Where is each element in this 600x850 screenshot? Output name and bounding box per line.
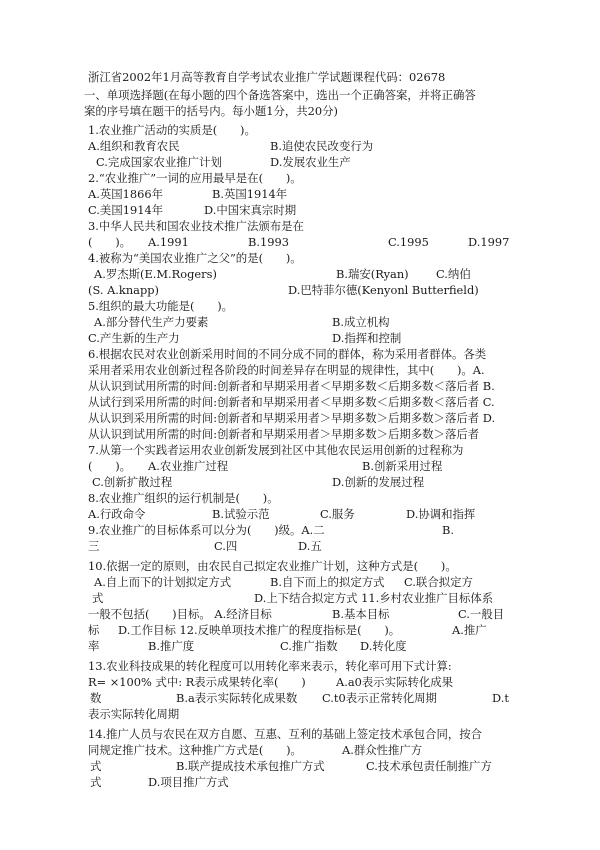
q7-option-d: D.创新的发展过程 (332, 475, 425, 489)
q12-option-c: C.推广指数 (280, 639, 338, 653)
q7-option-a: A.农业推广过程 (148, 459, 229, 473)
q13-option-d-text: 表示实际转化周期 (88, 707, 180, 721)
q2-option-a: A.英国1866年 (88, 187, 164, 201)
q8-option-a: A.行政命令 (88, 507, 146, 521)
section-heading-line2: 案的序号填在题干的括号内。每小题1分，共20分) (84, 104, 338, 118)
q5-option-b: B.成立机构 (332, 315, 390, 329)
q6-line2: 采用者采用农业创新过程各阶段的时间差异存在明显的规律性，其中( )。A. (88, 363, 485, 377)
q11-option-c-cont: 标 (88, 623, 100, 637)
q10-option-b: B.自下而上的拟定方式 (270, 575, 385, 589)
q14-option-a-cont: 式 (90, 759, 102, 773)
q7-stem: 7.从第一个实践者运用农业创新发展到社区中其他农民运用创新的过程称为 (88, 443, 464, 457)
q8-option-b: B.试验示范 (212, 507, 270, 521)
q5-option-d: D.指挥和控制 (332, 331, 402, 345)
q2-stem: 2.“农业推广”一词的应用最早是在( )。 (88, 171, 302, 185)
q9-option-b: B. (442, 523, 454, 537)
q7-option-b: B.创新采用过程 (362, 459, 443, 473)
q1-option-c: C.完成国家农业推广计划 (96, 155, 222, 169)
q10-option-c-cont: 式 (92, 591, 104, 605)
q1-stem: 1.农业推广活动的实质是( )。 (88, 123, 256, 137)
q3-option-a: A.1991 (148, 235, 189, 249)
q14-line2: 同规定推广技术。这种推广方式是( )。 (88, 743, 302, 757)
q11-stem-cont: 一般不包括( )目标。 A.经济目标 (88, 607, 272, 621)
q14-option-c: C.技术承包责任制推广方 (366, 759, 492, 773)
q6-line5: 从认识到采用所需的时间:创新者和早期采用者＞早期多数＞后期多数＞落后者 D. (88, 411, 496, 425)
q2-option-d: D.中国宋真宗时期 (204, 203, 297, 217)
q13-option-a: A.a0表示实际转化成果 (336, 675, 454, 689)
q13-option-d: D.t (492, 691, 509, 705)
q11-option-c: C.一般目 (458, 607, 505, 621)
q9-option-b-value: 三 (88, 539, 100, 553)
q3-option-b: B.1993 (248, 235, 289, 249)
q10-option-d-q11-stem: D.上下结合拟定方式 11.乡村农业推广目标体系 (254, 591, 494, 605)
q11-option-d-q12-stem: D.工作目标 12.反映单项技术推广的程度指标是( )。 (118, 623, 401, 637)
q6-line1: 6.根据农民对农业创新采用时间的不同分成不同的群体，称为采用者群体。各类 (88, 347, 487, 361)
q4-option-c-cont: (S. A.knapp) (88, 283, 159, 297)
q6-line6: 从认识到试用所需的时间:创新者和早期采用者＞早期多数＞后期多数＞落后者 (88, 427, 480, 441)
q4-option-d: D.巴特菲尔德(Kenyonl Butterfield) (288, 283, 479, 297)
q4-option-a: A.罗杰斯(E.M.Rogers) (94, 267, 217, 281)
q6-line4: 从试行到采用所需的时间:创新者和早期采用者＜早期多数＜后期多数＜落后者 C. (88, 395, 495, 409)
q3-stem: 3.中华人民共和国农业技术推广法颁布是在 (88, 219, 304, 233)
q7-blank: ( )。 (88, 459, 132, 473)
q5-stem: 5.组织的最大功能是( )。 (88, 299, 234, 313)
q3-blank: ( )。 (88, 235, 132, 249)
q4-option-b: B.瑞安(Ryan) (336, 267, 409, 281)
q13-option-a-cont: 数 (90, 691, 102, 705)
q1-option-a: A.组织和教育农民 (88, 139, 180, 153)
q7-option-c: C.创新扩散过程 (92, 475, 173, 489)
q12-option-a: A.推广 (452, 623, 487, 637)
q13-formula-text: R= ×100% 式中: R表示成果转化率( ) (88, 675, 306, 689)
q10-stem: 10.依据一定的原则，由农民自己拟定农业推广计划，这种方式是( )。 (88, 559, 457, 573)
section-heading-line1: 一、单项选择题(在每小题的四个备选答案中，选出一个正确答案，并将正确答 (84, 88, 476, 102)
q2-option-c: C.美国1914年 (88, 203, 164, 217)
q9-option-d: D.五 (298, 539, 322, 553)
q13-option-b: B.a表示实际转化成果数 (176, 691, 298, 705)
q8-option-c: C.服务 (320, 507, 355, 521)
q14-line1: 14.推广人员与农民在双方自愿、互惠、互利的基础上签定技术承包合同，按合 (88, 727, 483, 741)
q6-line3: 从认识到试用所需的时间:创新者和早期采用者＜早期多数＜后期多数＜落后者 B. (88, 379, 495, 393)
q8-stem: 8.农业推广组织的运行机制是( )。 (88, 491, 279, 505)
q10-option-c: C.联合拟定方 (404, 575, 473, 589)
q3-option-d: D.1997 (468, 235, 510, 249)
q12-option-b: B.推广度 (148, 639, 195, 653)
q4-stem: 4.被称为“美国农业推广之父”的是( )。 (88, 251, 302, 265)
q2-option-b: B.英国1914年 (212, 187, 288, 201)
q8-option-d: D.协调和指挥 (406, 507, 476, 521)
q12-option-a-cont: 率 (88, 639, 100, 653)
q14-option-d-text: D.项目推广方式 (148, 775, 229, 789)
q3-option-c: C.1995 (388, 235, 429, 249)
q12-option-d: D.转化度 (360, 639, 407, 653)
q11-option-b: B.基本目标 (332, 607, 390, 621)
q13-option-c: C.t0表示正常转化周期 (322, 691, 437, 705)
q5-option-c: C.产生新的生产力 (88, 331, 180, 345)
q9-stem: 9.农业推广的目标体系可以分为( )级。A.二 (88, 523, 325, 537)
q14-option-b: B.联产提成技术承包推广方式 (176, 759, 325, 773)
q13-stem: 13.农业科技成果的转化程度可以用转化率来表示，转化率可用下式计算: (88, 659, 452, 673)
q10-option-a: A.自上而下的计划拟定方式 (94, 575, 232, 589)
title-text: 浙江省2002年1月高等教育自学考试农业推广学试题课程代码：02678 (88, 70, 446, 84)
q9-option-c: C.四 (214, 539, 238, 553)
q1-option-b: B.追使农民改变行为 (270, 139, 374, 153)
q1-option-d: D.发展农业生产 (270, 155, 351, 169)
q5-option-a: A.部分替代生产力要素 (94, 315, 209, 329)
q14-option-a: A.群众性推广方 (342, 743, 423, 757)
q4-option-c: C.纳伯 (436, 267, 471, 281)
q14-option-c-cont: 式 (90, 775, 102, 789)
